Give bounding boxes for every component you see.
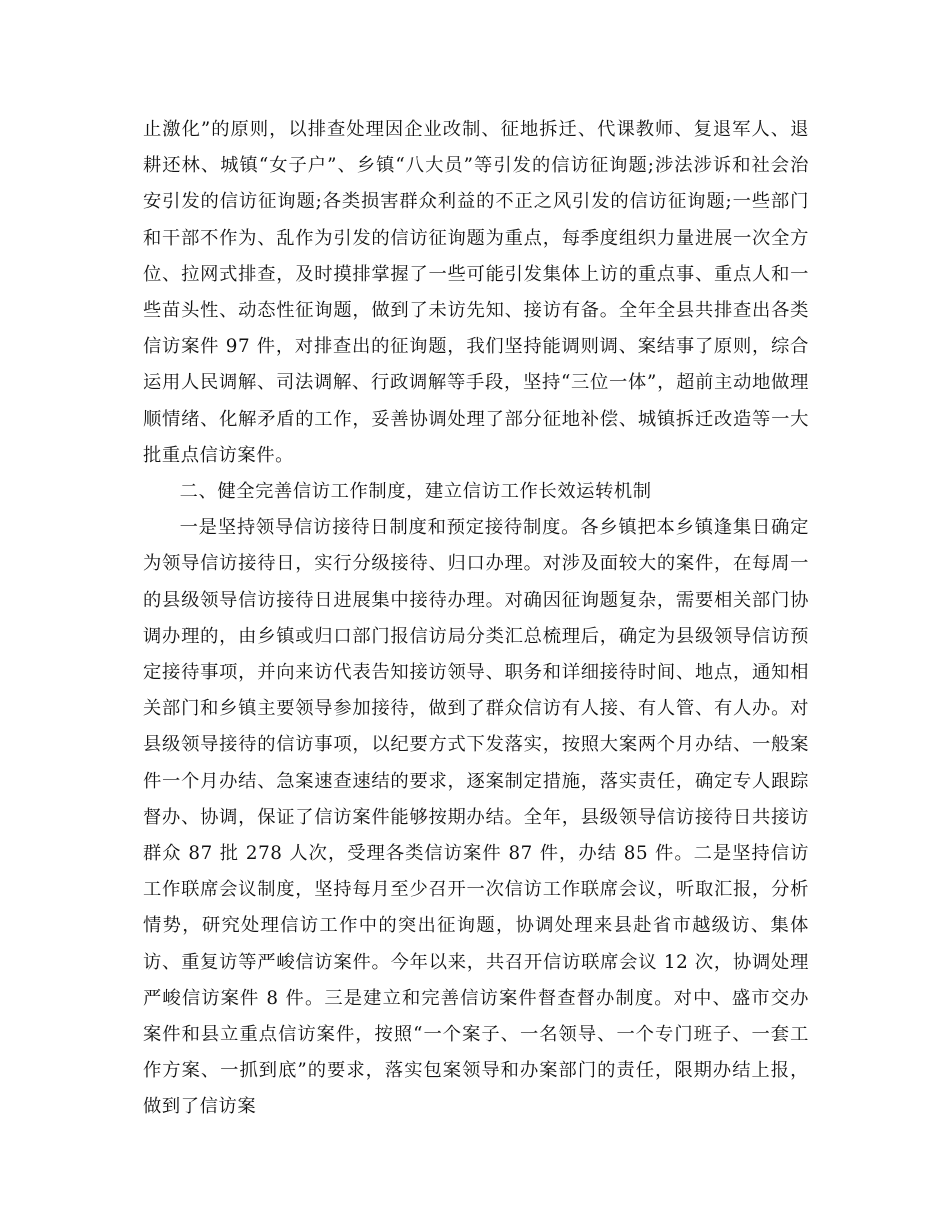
section-heading: 二、健全完善信访工作制度，建立信访工作长效运转机制 (179, 481, 652, 503)
document-body (143, 112, 809, 1126)
paragraph-continuation: 止激化”的原则，以排查处理因企业改制、征地拆迁、代课教师、复退军人、退耕还林、城镇“女子户”、乡镇“八大员”等引发的信访征询题;涉法涉诉和社会治安引发的信访征询题;各类损害群众利益的不正之风引发的信访征询题;一些部门和干部不作为、乱作为引发的信访征询题为重点，每季度组织力量进展一次全方位、拉网式排查，及时摸排掌握了一些可能引发集体上访的重点事、重点人和一些苗头性、动态性征询题，做到了未访先知、接访有备。全年全县共排查出各类信访案件 97 件，对排查出的征询题，我们坚持能调则调、案结事了原则，综合运用人民调解、司法调解、行政调解等手段，坚持“三位一体”，超前主动地做理顺情绪、化解矛盾的工作，妥善协调处理了部分征地补偿、城镇拆迁改造等一大批重点信访案件。 (143, 119, 809, 466)
paragraph-body: 一是坚持领导信访接待日制度和预定接待制度。各乡镇把本乡镇逢集日确定为领导信访接待日，实行分级接待、归口办理。对涉及面较大的案件，在每周一的县级领导信访接待日进展集中接待办理。对确因征询题复杂，需要相关部门协调办理的，由乡镇或归口部门报信访局分类汇总梳理后，确定为县级领导信访预定接待事项，并向来访代表告知接访领导、职务和详细接待时间、地点，通知相关部门和乡镇主要领导参加接待，做到了群众信访有人接、有人管、有人办。对县级领导接待的信访事项，以纪要方式下发落实，按照大案两个月办结、一般案件一个月办结、急案速查速结的要求，逐案制定措施，落实责任，确定专人跟踪督办、协调，保证了信访案件能够按期办结。全年，县级领导信访接待日共接访群众 87 批 278 人次，受理各类信访案件 87 件，办结 85 件。二是坚持信访工作联席会议制度，坚持每月至少召开一次信访工作联席会议，听取汇报，分析情势，研究处理信访工作中的突出征询题，协调处理来县赴省市越级访、集体访、重复访等严峻信访案件。今年以来，共召开信访联席会议 12 次，协调处理严峻信访案件 8 件。三是建立和完善信访案件督查督办制度。对中、盛市交办案件和县立重点信访案件，按照“一个案子、一名领导、一个专门班子、一套工作方案、一抓到底”的要求，落实包案领导和办案部门的责任，限期办结上报，做到了信访案 (143, 517, 809, 1118)
